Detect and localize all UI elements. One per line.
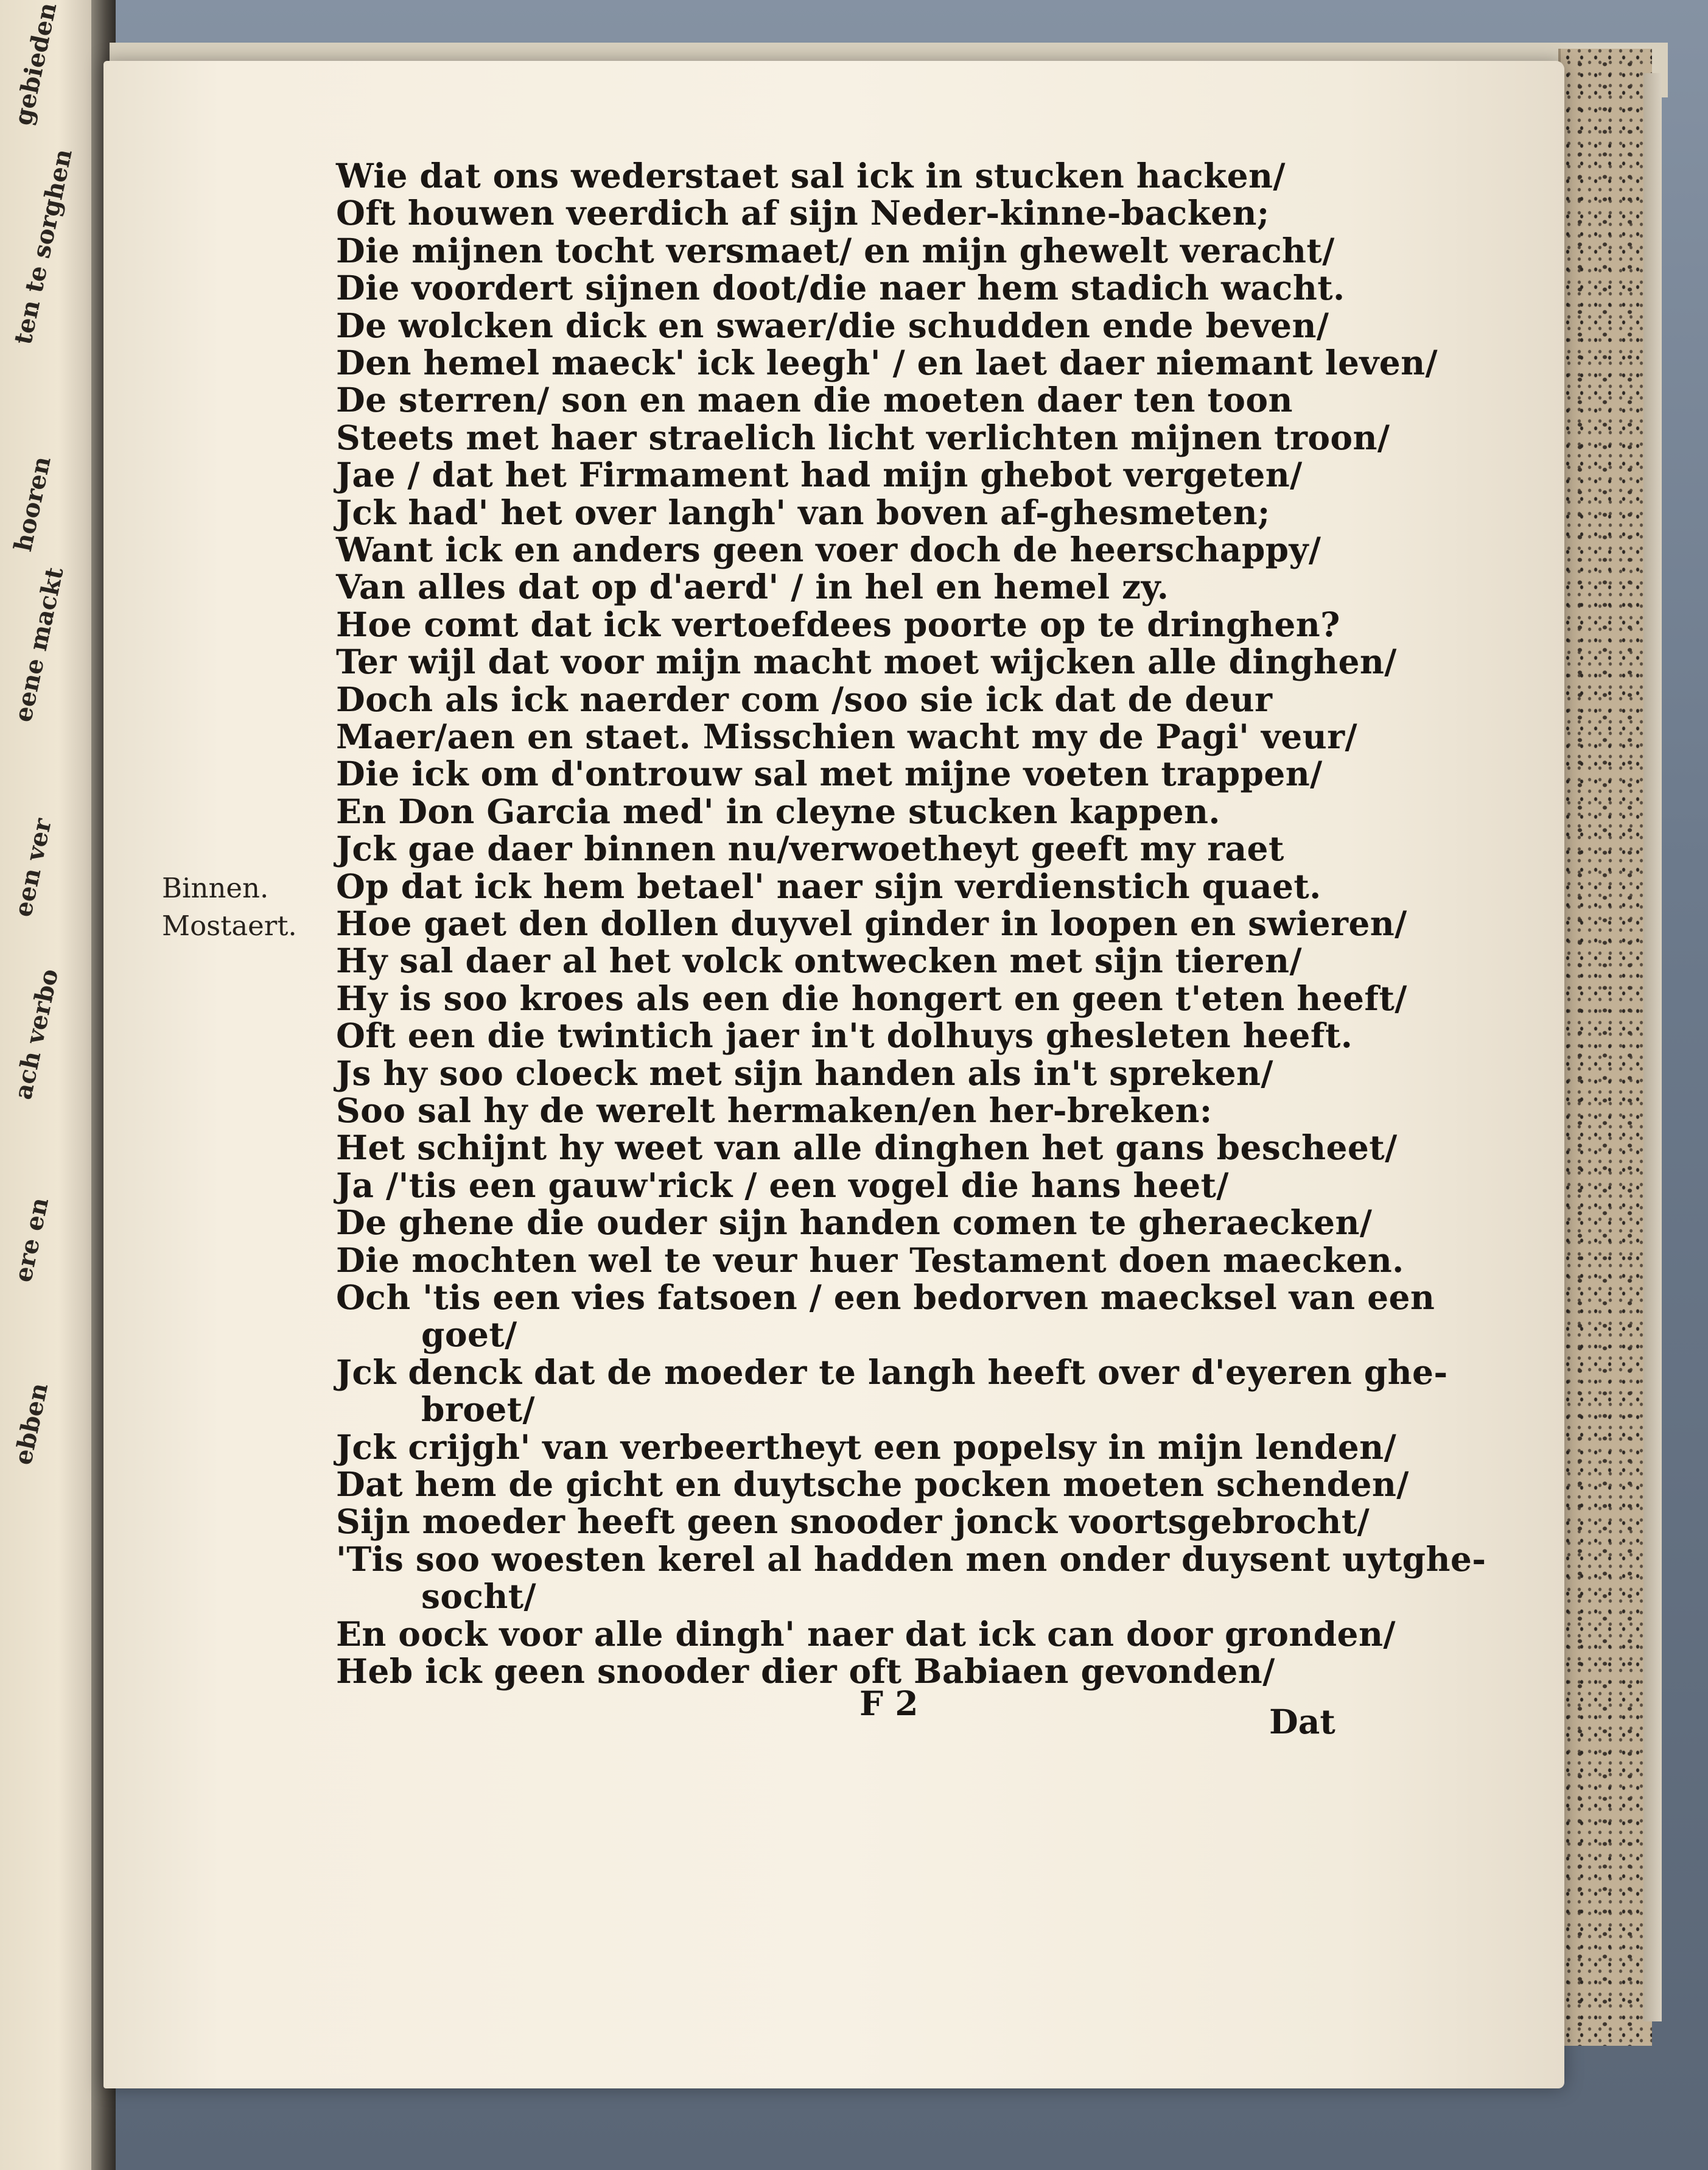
verse-line: Hy sal daer al het volck ontwecken met sijn tieren/ <box>336 941 1302 981</box>
verse-line: De sterren/ son en maen die moeten daer ten toon <box>336 380 1293 420</box>
verse-line: Jae / dat het Firmament had mijn ghebot vergeten/ <box>336 455 1303 495</box>
facing-page-text: hooren <box>9 454 57 554</box>
verse-line: Jck had' het over langh' van boven af-ghesmeten; <box>336 492 1270 532</box>
verse-line: Van alles dat op d'aerd' / in hel en hemel zy. <box>336 567 1169 607</box>
speaker-label-mostaert: Mostaert. <box>162 910 297 942</box>
verse-line: Oft houwen veerdich af sijn Neder-kinne-backen; <box>336 193 1270 233</box>
verse-line: Den hemel maeck' ick leegh' / en laet daer niemant leven/ <box>336 343 1438 382</box>
verse-line: Die voordert sijnen doot/die naer hem stadich wacht. <box>336 268 1345 308</box>
verse-line: Jck denck dat de moeder te langh heeft over d'eyeren ghe- <box>336 1352 1448 1392</box>
verse-line: 'Tis soo woesten kerel al hadden men onder duysent uytghe- <box>336 1539 1486 1579</box>
facing-page-text: gebieden <box>9 0 63 128</box>
cover-edge <box>1643 73 1662 2021</box>
verse-line: Wie dat ons wederstaet sal ick in stucken hacken/ <box>336 156 1286 195</box>
verse-line: De wolcken dick en swaer/die schudden ende beven/ <box>336 305 1329 345</box>
verse-line: Hoe gaet den dollen duyvel ginder in loopen en swieren/ <box>336 904 1407 943</box>
verse-line: Die mijnen tocht versmaet/ en mijn ghewelt veracht/ <box>336 230 1335 270</box>
facing-page-text: ten te sorghen <box>9 146 78 347</box>
verse-line: Jck gae daer binnen nu/verwoetheyt geeft my raet <box>336 829 1284 869</box>
verse-line: En oock voor alle dingh' naer dat ick can door gronden/ <box>336 1613 1396 1654</box>
verse-line: Hy is soo kroes als een die hongert en geen t'eten heeft/ <box>336 978 1407 1018</box>
verse-line: broet/ <box>421 1389 536 1430</box>
verse-line: Het schijnt hy weet van alle dinghen het gans bescheet/ <box>336 1128 1398 1168</box>
verse-line: Doch als ick naerder com /soo sie ick dat de deur <box>336 679 1273 719</box>
verse-line: Soo sal hy de werelt hermaken/en her-breken: <box>336 1090 1213 1130</box>
verse-line: Steets met haer straelich licht verlichten mijnen troon/ <box>336 417 1390 457</box>
facing-page-text: ere en <box>9 1195 55 1285</box>
verse-line: Oft een die twintich jaer in't dolhuys ghesleten heeft. <box>336 1016 1353 1056</box>
verse-line: Die mochten wel te veur huer Testament doen maecken. <box>336 1240 1404 1280</box>
verse-line: Och 'tis een vies fatsoen / een bedorven maecksel van een <box>336 1277 1435 1317</box>
verse-line: Op dat ick hem betael' naer sijn verdienstich quaet. <box>336 866 1321 906</box>
signature-mark: F 2 <box>859 1684 919 1723</box>
speaker-label-binnen: Binnen. <box>162 872 269 904</box>
verse-line: Die ick om d'ontrouw sal met mijne voeten trappen/ <box>336 754 1323 794</box>
catchword: Dat <box>1269 1702 1335 1741</box>
verse-line: Sijn moeder heeft geen snooder jonck voortsgebrocht/ <box>336 1501 1370 1542</box>
verse-line: Maer/aen en staet. Misschien wacht my de Pagi' veur/ <box>336 717 1357 756</box>
verse-line: Hoe comt dat ick vertoefdees poorte op te dringhen? <box>336 604 1340 644</box>
facing-page-text: eene mackt <box>9 564 69 725</box>
facing-page <box>0 0 97 2170</box>
facing-page-text: ebben <box>9 1380 54 1467</box>
verse-line: goet/ <box>421 1315 517 1355</box>
verse-line: Ter wijl dat voor mijn macht moet wijcken alle dinghen/ <box>336 642 1397 682</box>
verse-line: socht/ <box>421 1576 537 1617</box>
verse-line: Js hy soo cloeck met sijn handen als in't spreken/ <box>336 1053 1273 1093</box>
verse-line: En Don Garcia med' in cleyne stucken kappen. <box>336 791 1220 831</box>
speckled-cover-board <box>1558 49 1652 2046</box>
verse-line: De ghene die ouder sijn handen comen te gheraecken/ <box>336 1203 1373 1243</box>
verse-line: Dat hem de gicht en duytsche pocken moeten schenden/ <box>336 1464 1409 1504</box>
verse-line: Want ick en anders geen voer doch de heerschappy/ <box>336 530 1321 569</box>
verse-line: Jck crijgh' van verbeertheyt een popelsy in mijn lenden/ <box>336 1427 1397 1467</box>
verse-line: Heb ick geen snooder dier oft Babiaen gevonden/ <box>336 1651 1275 1691</box>
facing-page-text: ach verbo <box>9 966 65 1102</box>
facing-page-text: een ver <box>9 815 58 919</box>
verse-line: Ja /'tis een gauw'rick / een vogel die hans heet/ <box>336 1165 1229 1205</box>
